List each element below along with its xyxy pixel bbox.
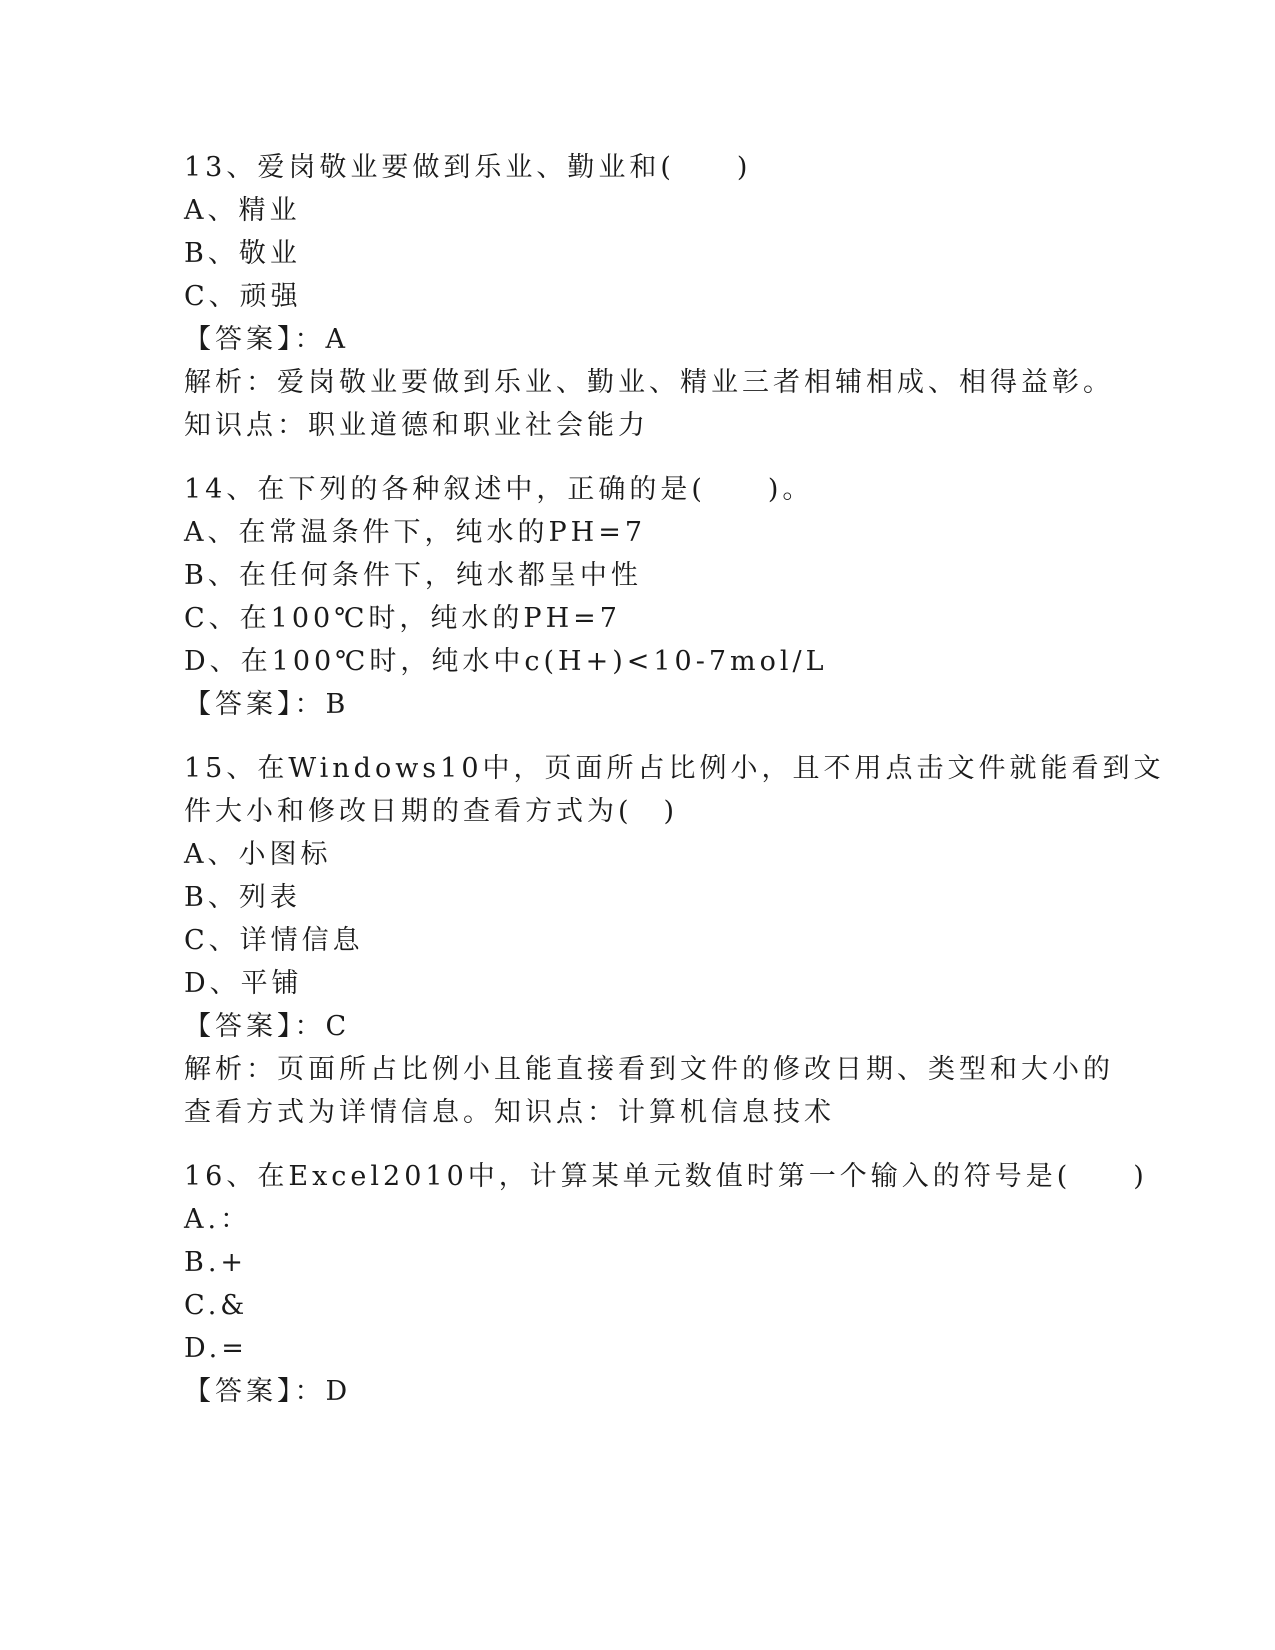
option-d: D.= [184,1333,248,1364]
option-a: A、在常温条件下，纯水的PH=7 [184,517,647,548]
question-stem: 16、在Excel2010中，计算某单元数值时第一个输入的符号是( ) [184,1161,1148,1192]
question-stem: 件大小和修改日期的查看方式为( ) [184,796,679,827]
option-d: D、平铺 [184,968,303,999]
option-c: C、顽强 [184,281,302,312]
analysis-line: 解析：页面所占比例小且能直接看到文件的修改日期、类型和大小的 [184,1054,1114,1085]
analysis-line: 知识点：职业道德和职业社会能力 [184,410,649,441]
question-stem: 14、在下列的各种叙述中，正确的是( )。 [184,474,814,505]
option-b: B.+ [184,1247,248,1278]
option-d: D、在100℃时，纯水中c(H+)<10-7mol/L [184,646,828,677]
question-stem: 15、在Windows10中，页面所占比例小，且不用点击文件就能看到文 [184,753,1165,784]
option-c: C、在100℃时，纯水的PH=7 [184,603,621,634]
answer: 【答案】：C [184,1011,351,1042]
answer: 【答案】：D [184,1376,352,1407]
option-b: B、列表 [184,882,301,913]
question-13 [184,146,1114,447]
option-a: A、精业 [184,195,301,226]
document-page [184,146,1165,1413]
answer: 【答案】：B [184,689,350,720]
option-b: B、敬业 [184,238,301,269]
option-a: A.： [184,1204,252,1235]
analysis-line: 解析：爱岗敬业要做到乐业、勤业、精业三者相辅相成、相得益彰。 [184,367,1114,398]
option-b: B、在任何条件下，纯水都呈中性 [184,560,642,591]
answer: 【答案】：A [184,324,349,355]
option-a: A、小图标 [184,839,332,870]
question-15 [184,747,1165,1134]
question-14 [184,468,1064,726]
question-stem: 13、爱岗敬业要做到乐业、勤业和( ) [184,152,752,183]
option-c: C.& [184,1290,249,1321]
option-c: C、详情信息 [184,925,364,956]
analysis-line: 查看方式为详情信息。知识点：计算机信息技术 [184,1097,835,1128]
question-16 [184,1155,1148,1413]
